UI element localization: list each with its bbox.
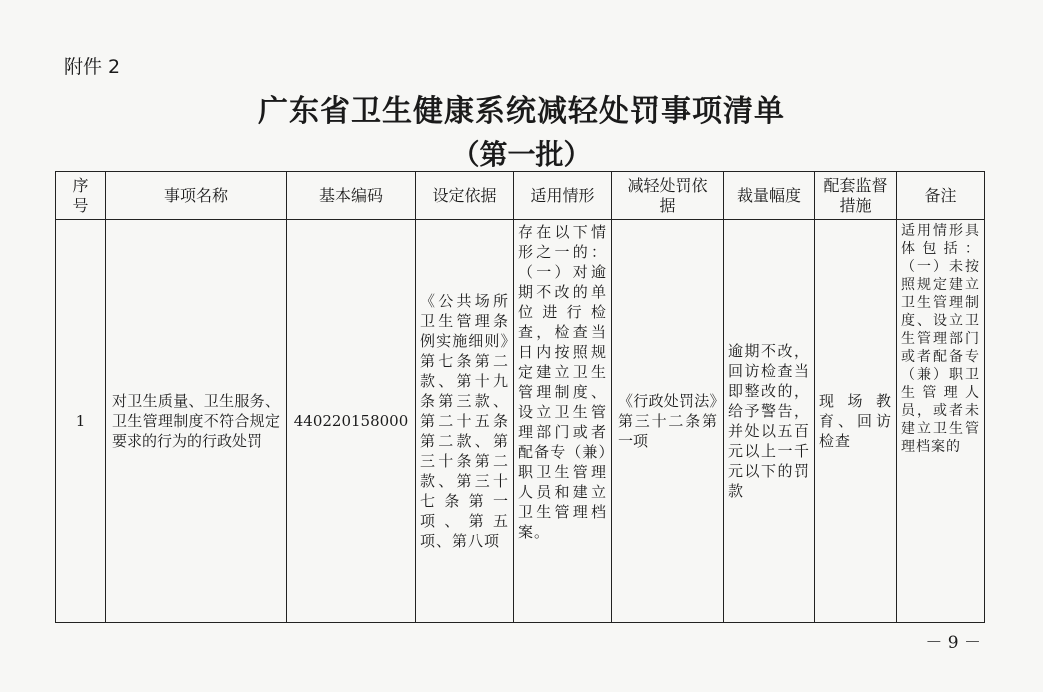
col-header-name: 事项名称: [106, 172, 287, 220]
col-header-index: 序号: [56, 172, 106, 220]
col-header-remarks: 备注: [897, 172, 985, 220]
cell-basis: 《公共场所卫生管理条例实施细则》第七条第二款、第十九条第三款、第二十五条第二款、第三十条第二款、第三十七条第一项、第五项、第八项: [416, 220, 514, 623]
document-subtitle: （第一批）: [451, 138, 592, 171]
cell-reduction-basis: 《行政处罚法》第三十二条第一项: [612, 220, 724, 623]
cell-index: 1: [56, 220, 106, 623]
attachment-label: 附件 2: [64, 56, 121, 78]
col-header-supervision: 配套监督措施: [815, 172, 897, 220]
table-row: [56, 220, 985, 623]
cell-remarks: 适用情形具体包括：（一）未按照规定建立卫生管理制度、设立卫生管理部门或者配备专（兼）职卫生管理人员，或者未建立卫生管理档案的: [897, 220, 985, 623]
table-header-row: [56, 172, 985, 220]
page-number: － 9 －: [925, 633, 981, 653]
col-header-code: 基本编码: [287, 172, 416, 220]
cell-code: 440220158000: [287, 220, 416, 623]
col-header-discretion: 裁量幅度: [724, 172, 815, 220]
col-header-reduction-basis: 减轻处罚依据: [612, 172, 724, 220]
cell-discretion: 逾期不改，回访检查当即整改的，给予警告，并处以五百元以上一千元以下的罚款: [724, 220, 815, 623]
document-title: 广东省卫生健康系统减轻处罚事项清单: [258, 94, 785, 129]
cell-name: 对卫生质量、卫生服务、卫生管理制度不符合规定要求的行为的行政处罚: [106, 220, 287, 623]
cell-situation: 存在以下情形之一的：（一）对逾期不改的单位进行检查，检查当日内按照规定建立卫生管理制度、设立卫生管理部门或者配备专（兼）职卫生管理人员和建立卫生管理档案。: [514, 220, 612, 623]
penalty-table: [55, 171, 985, 623]
col-header-basis: 设定依据: [416, 172, 514, 220]
cell-supervision: 现场教育、回访检查: [815, 220, 897, 623]
col-header-situation: 适用情形: [514, 172, 612, 220]
